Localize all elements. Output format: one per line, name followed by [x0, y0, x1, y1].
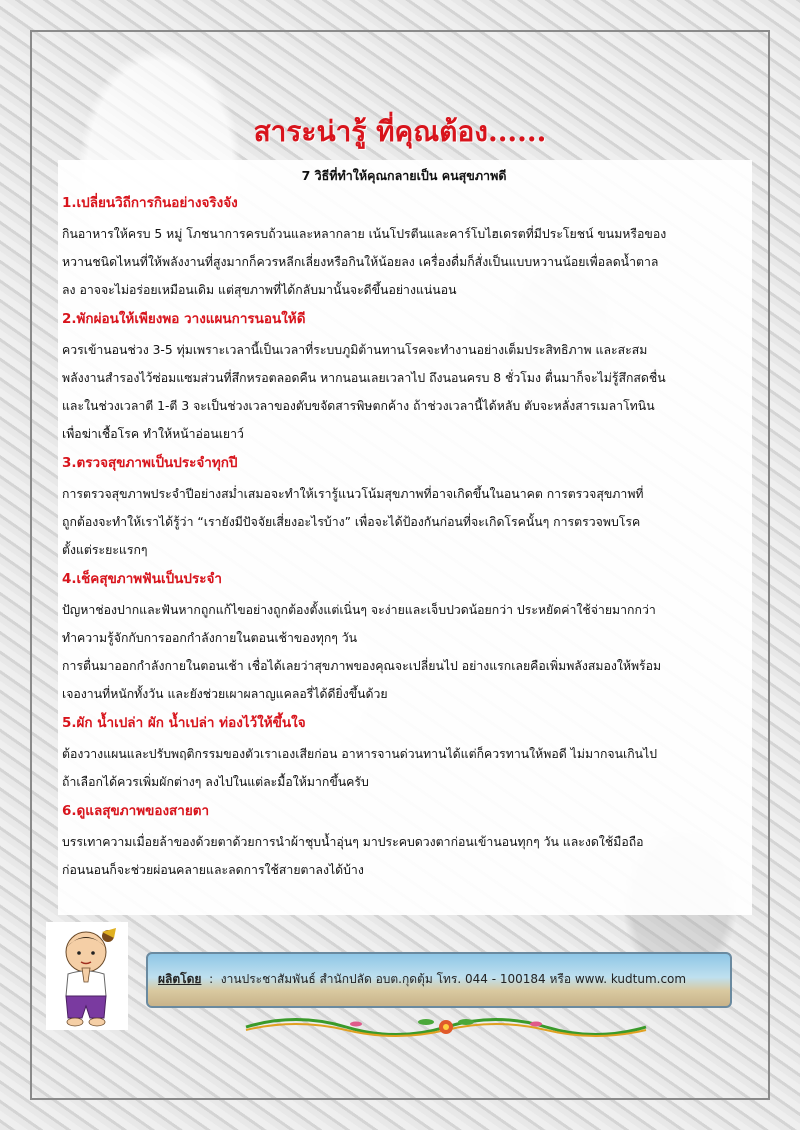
section-line: หวานชนิดไหนที่ให้พลังงานที่สูงมากก็ควรหลีกเลี่ยงหรือกินให้น้อยลง เครื่องดื่มก็สั่งเป็นแบบหวานน้อยเพื่อลดน้ำตาล [62, 255, 659, 269]
section-1 [62, 192, 746, 304]
section-line: ตั้งแต่ระยะแรกๆ [62, 543, 148, 557]
section-line: ลง อาจจะไม่อร่อยเหมือนเดิม แต่สุขภาพที่ได้กลับมานั้นจะดีขึ้นอย่างแน่นอน [62, 283, 457, 297]
section-line: เจองานที่หนักทั้งวัน และยังช่วยเผาผลาญแคลอรี่ได้ดียิ่งขึ้นด้วย [62, 687, 388, 701]
section-line: ถูกต้องจะทำให้เราได้รู้ว่า “เรายังมีปัจจัยเสี่ยงอะไรบ้าง” เพื่อจะได้ป้องกันก่อนที่จะเกิดโรคนั้นๆ การตรวจพบโรค [62, 515, 641, 529]
section-heading: 2.พักผ่อนให้เพียงพอ วางแผนการนอนให้ดี [62, 311, 306, 327]
section-heading: 1.เปลี่ยนวิถีการกินอย่างจริงจัง [62, 195, 238, 211]
section-3 [62, 452, 746, 564]
section-heading: 3.ตรวจสุขภาพเป็นประจำทุกปี [62, 455, 238, 471]
section-heading: 6.ดูแลสุขภาพของสายตา [62, 803, 210, 819]
footer-separator: : [209, 972, 214, 986]
section-line: ทำความรู้จักกับการออกกำลังกายในตอนเช้าของทุกๆ วัน [62, 631, 358, 645]
section-line: พลังงานสำรองไว้ซ่อมแซมส่วนที่สึกหรอตลอดคืน หากนอนเลยเวลาไป ถึงนอนครบ 8 ชั่วโมง ตื่นมาก็จะไม่รู้สึกสดชื่น [62, 371, 666, 385]
footer [40, 922, 760, 1042]
section-line: ต้องวางแผนและปรับพฤติกรรมของตัวเราเองเสียก่อน อาหารจานด่วนทานได้แต่ก็ควรทานให้พอดี ไม่มากจนเกินไป [62, 747, 658, 761]
section-line: ถ้าเลือกได้ควรเพิ่มผักต่างๆ ลงไปในแต่ละมื้อให้มากขึ้นครับ [62, 775, 369, 789]
section-heading: 5.ผัก น้ำเปล่า ผัก น้ำเปล่า ท่องไว้ให้ขึ้นใจ [62, 715, 306, 731]
section-line: ก่อนนอนก็จะช่วยผ่อนคลายและลดการใช้สายตาลงได้บ้าง [62, 863, 364, 877]
article-subtitle: 7 วิธีที่ทำให้คุณกลายเป็น คนสุขภาพดี [301, 168, 507, 183]
section-4 [62, 568, 746, 708]
footer-banner [146, 952, 732, 1008]
section-6 [62, 800, 746, 884]
footer-credit [158, 970, 686, 989]
section-line: บรรเทาความเมื่อยล้าของด้วยตาด้วยการนำผ้าชุบน้ำอุ่นๆ มาประคบดวงตาก่อนเข้านอนทุกๆ วัน และงดใช้มือถือ [62, 835, 644, 849]
section-line: เพื่อฆ่าเชื้อโรค ทำให้หน้าอ่อนเยาว์ [62, 427, 244, 441]
section-line: ปัญหาช่องปากและฟันหากถูกแก้ไขอย่างถูกต้องตั้งแต่เนิ่นๆ จะง่ายและเจ็บปวดน้อยกว่า ประหยัดค่าใช้จ่ายมากกว่า [62, 603, 656, 617]
section-line: ควรเข้านอนช่วง 3-5 ทุ่มเพราะเวลานี้เป็นเวลาที่ระบบภูมิต้านทานโรคจะทำงานอย่างเต็มประสิทธิภาพ และสะสม [62, 343, 648, 357]
section-heading: 4.เช็คสุขภาพฟันเป็นประจำ [62, 571, 222, 587]
footer-label: ผลิตโดย [158, 972, 202, 986]
section-line: กินอาหารให้ครบ 5 หมู่ โภชนาการครบถ้วนและหลากลาย เน้นโปรตีนและคาร์โบไฮเดรตที่มีประโยชน์ ขนมหรือของ [62, 227, 667, 241]
article-panel [58, 160, 752, 915]
section-5 [62, 712, 746, 796]
section-2 [62, 308, 746, 448]
section-line: การตรวจสุขภาพประจำปีอย่างสม่ำเสมอจะทำให้เรารู้แนวโน้มสุขภาพที่อาจเกิดขึ้นในอนาคต การตรวจสุขภาพที่ [62, 487, 644, 501]
page-title: สาระน่ารู้ ที่คุณต้อง...... [253, 115, 547, 148]
footer-text: งานประชาสัมพันธ์ สำนักปลัด อบต.กุดตุ้ม โทร. 044 - 100184 หรือ www. kudtum.com [220, 972, 687, 986]
cartoon-mascot-icon [46, 922, 128, 1030]
section-line: การตื่นมาออกกำลังกายในตอนเช้า เชื่อได้เลยว่าสุขภาพของคุณจะเปลี่ยนไป อย่างแรกเลยคือเพิ่มพลังสมองให้พร้อม [62, 659, 662, 673]
section-line: และในช่วงเวลาตี 1-ตี 3 จะเป็นช่วงเวลาของตับขจัดสารพิษตกค้าง ถ้าช่วงเวลานี้ได้หลับ ตับจะหลั่งสารเมลาโทนิน [62, 399, 655, 413]
floral-ornament-icon [236, 1012, 656, 1042]
